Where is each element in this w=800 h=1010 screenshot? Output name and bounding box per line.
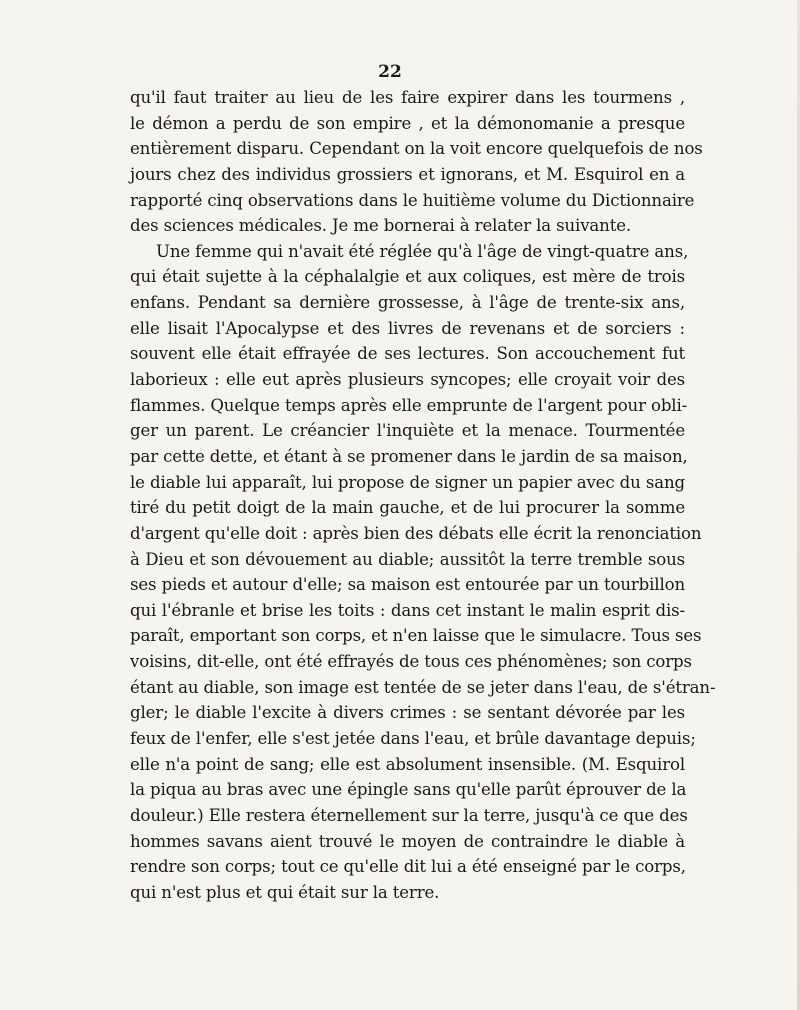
text-line: douleur.) Elle restera éternellement sur la terre, jusqu'à ce que des [130, 805, 688, 825]
text-line: d'argent qu'elle doit : après bien des débats elle écrit la renonciation [130, 523, 702, 543]
text-line: laborieux : elle eut après plusieurs syncopes; elle croyait voir des [130, 370, 685, 390]
text-line: rapporté cinq observations dans le huitième volume du Dictionnaire [130, 190, 695, 210]
text-line: souvent elle était effrayée de ses lectures. Son accouchement fut [130, 344, 685, 364]
text-line: feux de l'enfer, elle s'est jetée dans l'eau, et brûle davantage depuis; [130, 729, 696, 749]
text-line: qu'il faut traiter au lieu de les faire expirer dans les tourmens , [130, 88, 685, 107]
text-line: voisins, dit-elle, ont été effrayés de tous ces phénomènes; son corps [130, 652, 692, 672]
text-line: Une femme qui n'avait été réglée qu'à l'âge de vingt-quatre ans, [156, 241, 689, 261]
text-line: paraît, emportant son corps, et n'en laisse que le simulacre. Tous ses [130, 626, 702, 646]
text-line: qui n'est plus et qui était sur la terre. [130, 882, 440, 902]
text-line: rendre son corps; tout ce qu'elle dit lui a été enseigné par le corps, [130, 857, 686, 877]
text-line: le démon a perdu de son empire , et la démonomanie a presque [130, 113, 685, 133]
text-line: ses pieds et autour d'elle; sa maison est entourée par un tourbillon [130, 575, 685, 595]
text-line: entièrement disparu. Cependant on la voit encore quelquefois de nos [130, 139, 703, 159]
text-line: tiré du petit doigt de la main gauche, et de lui procurer la somme [130, 498, 685, 518]
text-line: qui était sujette à la céphalalgie et aux coliques, est mère de trois [130, 267, 685, 287]
text-line: la piqua au bras avec une épingle sans qu'elle parût éprouver de la [130, 780, 687, 800]
text-line: hommes savans aient trouvé le moyen de contraindre le diable à [130, 831, 685, 851]
body-text [130, 85, 716, 906]
text-line: à Dieu et son dévouement au diable; aussitôt la terre tremble sous [130, 549, 685, 569]
text-line: étant au diable, son image est tentée de se jeter dans l'eau, de s'étran- [130, 677, 716, 697]
text-line: enfans. Pendant sa dernière grossesse, à l'âge de trente-six ans, [130, 293, 685, 313]
text-line: des sciences médicales. Je me bornerai à relater la suivante. [130, 216, 632, 236]
text-line: qui l'ébranle et brise les toits : dans cet instant le malin esprit dis- [130, 600, 685, 620]
text-line: ger un parent. Le créancier l'inquiète et la menace. Tourmentée [130, 421, 685, 441]
text-line: par cette dette, et étant à se promener dans le jardin de sa maison, [130, 446, 688, 466]
text-line: jours chez des individus grossiers et ignorans, et M. Esquirol en a [130, 164, 685, 184]
text-line: gler; le diable l'excite à divers crimes : se sentant dévorée par les [130, 703, 685, 723]
text-line: le diable lui apparaît, lui propose de signer un papier avec du sang [130, 472, 685, 492]
text-line: elle lisait l'Apocalypse et des livres de revenans et de sorciers : [130, 318, 685, 338]
text-line: flammes. Quelque temps après elle emprunte de l'argent pour obli- [130, 395, 688, 415]
page-number: 22 [378, 62, 402, 82]
text-line: elle n'a point de sang; elle est absolument insensible. (M. Esquirol [130, 754, 685, 774]
